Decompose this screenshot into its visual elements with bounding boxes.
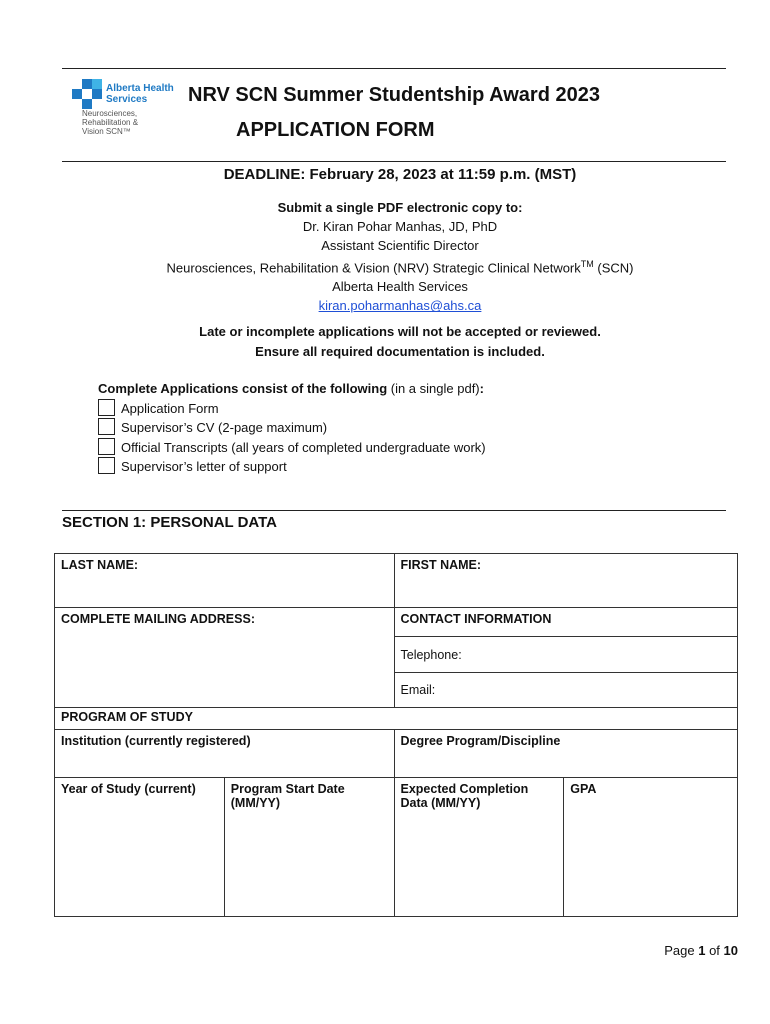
top-rule <box>62 68 726 69</box>
requirement-label: Supervisor’s CV (2-page maximum) <box>121 420 328 435</box>
institution-field[interactable]: Institution (currently registered) <box>55 730 395 778</box>
requirements-heading-note: (in a single pdf) <box>387 381 480 396</box>
personal-data-table <box>54 553 738 917</box>
ahs-logo <box>72 79 182 139</box>
checkbox[interactable] <box>98 457 115 474</box>
total-pages: 10 <box>723 943 738 958</box>
deadline: DEADLINE: February 28, 2023 at 11:59 p.m. (MST) <box>223 166 577 183</box>
ahs-cross-icon <box>72 79 102 109</box>
checkbox[interactable] <box>98 438 115 455</box>
requirement-label: Official Transcripts (all years of completed undergraduate work) <box>121 439 486 455</box>
first-name-field[interactable]: FIRST NAME: <box>394 554 738 608</box>
checkbox[interactable] <box>98 418 115 435</box>
notice <box>62 322 738 362</box>
page-word: Page <box>664 943 699 958</box>
contact-role: Assistant Scientific Director <box>321 238 479 253</box>
form-title: APPLICATION FORM <box>236 119 435 141</box>
program-start-date-field[interactable]: Program Start Date (MM/YY) <box>224 778 394 917</box>
section-title: SECTION 1: PERSONAL DATA <box>62 514 278 531</box>
requirements <box>98 379 486 477</box>
logo-subtitle: Neurosciences, Rehabilitation & Vision SCN™ <box>82 109 139 136</box>
mailing-address-field[interactable]: COMPLETE MAILING ADDRESS: <box>55 608 395 708</box>
header-rule <box>62 161 726 162</box>
degree-program-field[interactable]: Degree Program/Discipline <box>394 730 738 778</box>
page-title: NRV SCN Summer Studentship Award 2023 <box>188 84 600 106</box>
trademark: TM <box>580 259 594 269</box>
notice-line2: Ensure all required documentation is included. <box>255 344 545 359</box>
requirements-heading-text: Complete Applications consist of the following <box>98 381 388 396</box>
requirements-colon: : <box>479 381 484 396</box>
requirement-label: Application Form <box>121 400 219 416</box>
section-rule <box>62 510 726 511</box>
notice-line1: Late or incomplete applications will not be accepted or reviewed. <box>199 324 601 339</box>
requirement-item <box>98 418 486 438</box>
year-of-study-field[interactable]: Year of Study (current) <box>55 778 225 917</box>
expected-completion-field[interactable]: Expected Completion Data (MM/YY) <box>394 778 564 917</box>
checkbox[interactable] <box>98 399 115 416</box>
network-name: Neurosciences, Rehabilitation & Vision (NRV) Strategic Clinical Network <box>166 260 581 276</box>
program-of-study-heading: PROGRAM OF STUDY <box>55 708 738 730</box>
last-name-field[interactable]: LAST NAME: <box>55 554 395 608</box>
of-word: of <box>705 943 724 958</box>
contact-name: Dr. Kiran Pohar Manhas, JD, PhD <box>302 219 498 234</box>
contact-org: Alberta Health Services <box>332 279 468 295</box>
requirements-heading <box>98 379 486 399</box>
contact-email-link[interactable]: kiran.poharmanhas@ahs.ca <box>318 298 482 314</box>
network-suffix: (SCN) <box>593 260 634 276</box>
page-number <box>664 943 738 958</box>
network-line <box>62 255 738 277</box>
contact-info-heading: CONTACT INFORMATION <box>394 608 738 637</box>
requirement-item <box>98 457 486 477</box>
logo-org-name: Alberta Health Services <box>106 83 174 105</box>
email-field[interactable]: Email: <box>394 673 738 708</box>
gpa-field[interactable]: GPA <box>564 778 738 917</box>
telephone-field[interactable]: Telephone: <box>394 637 738 673</box>
requirement-label: Supervisor’s letter of support <box>121 459 287 474</box>
submission-intro: Submit a single PDF electronic copy to: <box>277 200 523 215</box>
submission-block <box>62 198 738 315</box>
current-page: 1 <box>698 943 706 958</box>
requirement-item <box>98 399 486 419</box>
requirement-item <box>98 438 486 458</box>
